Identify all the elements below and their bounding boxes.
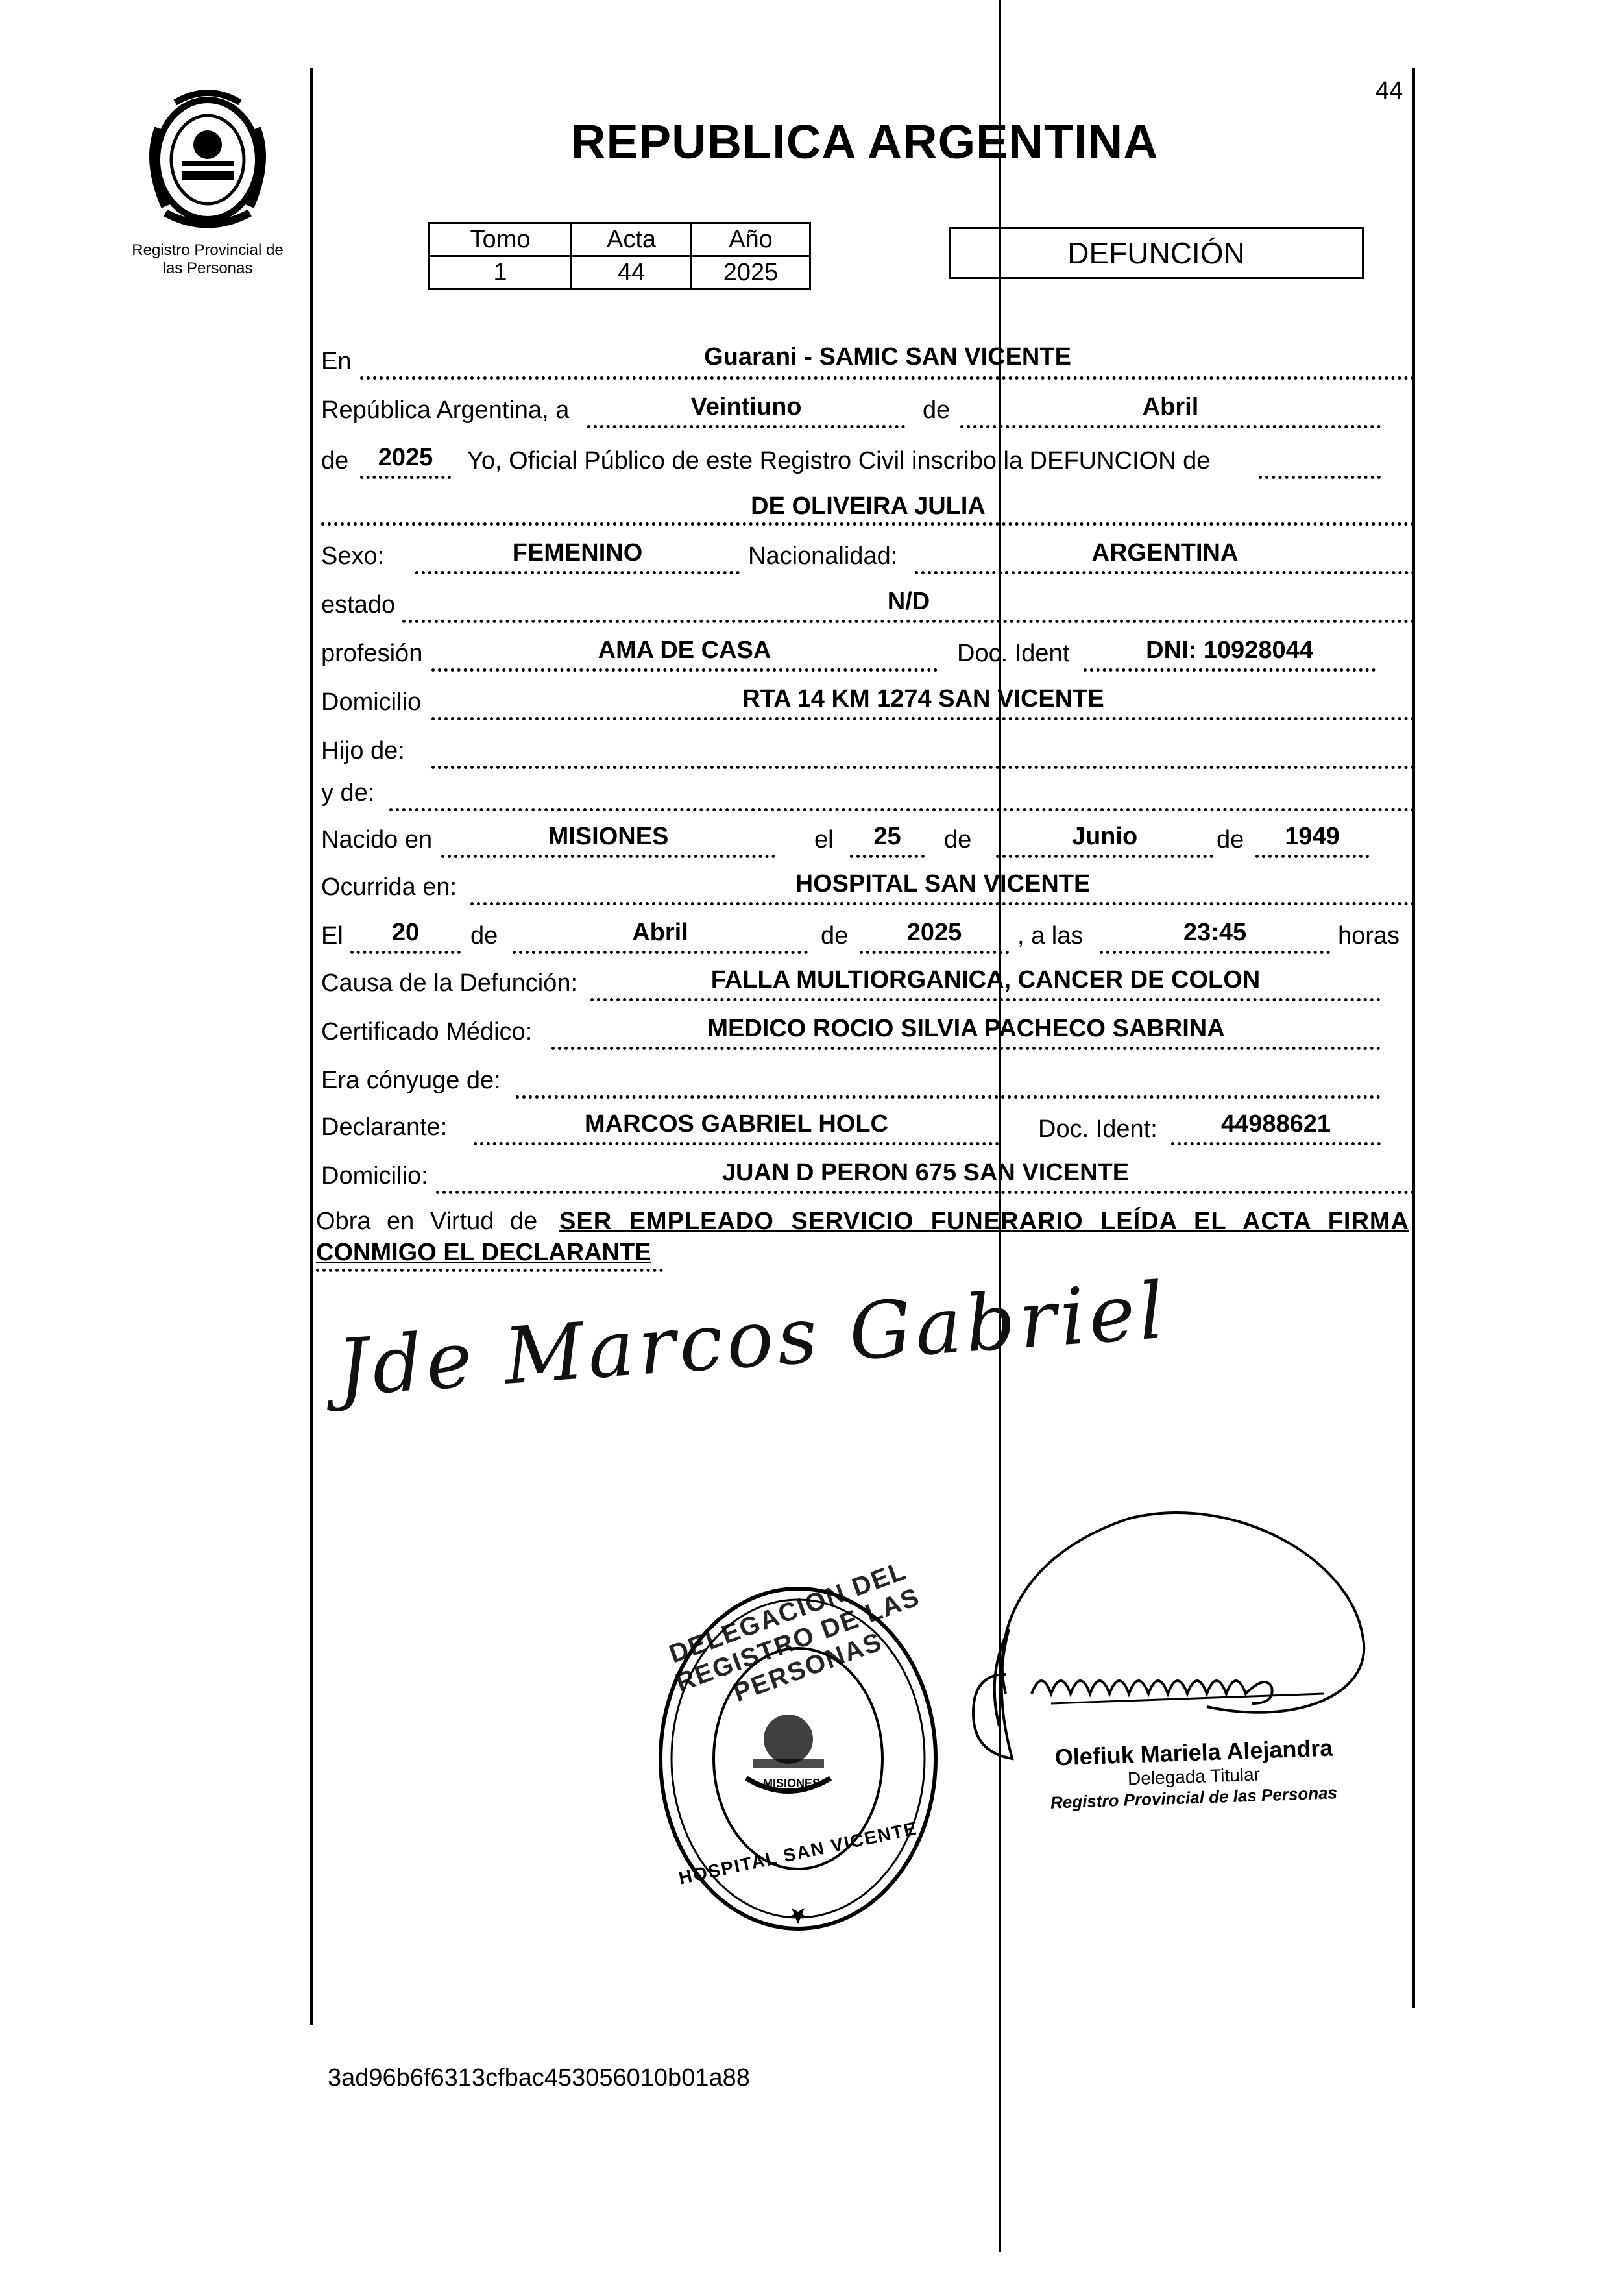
label-y-de: y de: bbox=[321, 779, 375, 807]
label-nacido-en: Nacido en bbox=[321, 826, 433, 853]
label-estado: estado bbox=[321, 591, 396, 618]
dots-ocurrida-en bbox=[470, 902, 1415, 905]
page-title: REPUBLICA ARGENTINA bbox=[571, 115, 1159, 169]
field-sexo: FEMENINO bbox=[512, 539, 643, 567]
dots-obra bbox=[316, 1269, 663, 1272]
dots-def-mes bbox=[513, 951, 808, 954]
left-margin-line bbox=[310, 68, 313, 2025]
table-header-acta: Acta bbox=[572, 223, 692, 256]
dots-profesion bbox=[431, 668, 938, 672]
dots-nombre bbox=[321, 522, 1415, 526]
field-def-anio: 2025 bbox=[906, 919, 962, 946]
stamp-inner-text: HOSPITAL SAN VICENTE bbox=[677, 1818, 919, 1888]
field-nac-anio: 1949 bbox=[1285, 823, 1340, 850]
label-sexo: Sexo: bbox=[321, 543, 385, 570]
dots-def-anio bbox=[860, 951, 1009, 954]
dots-conyuge bbox=[516, 1095, 1381, 1099]
label-profesion: profesión bbox=[321, 640, 423, 667]
label-conyuge: Era cónyuge de: bbox=[321, 1067, 501, 1094]
dots-causa bbox=[590, 998, 1381, 1001]
field-nac-dia: 25 bbox=[873, 823, 901, 850]
label-causa: Causa de la Defunción: bbox=[321, 970, 578, 997]
record-table-header bbox=[430, 223, 810, 256]
official-name: Olefiuk Mariela Alejandra bbox=[1054, 1734, 1333, 1771]
stamp-outer-text: DELEGACION DEL REGISTRO DE LAS PERSONAS bbox=[665, 1556, 924, 1708]
declarant-signature: Jde Marcos Gabriel bbox=[334, 1265, 1171, 1414]
table-header-anio: Año bbox=[692, 223, 810, 256]
dots-dni bbox=[1084, 668, 1376, 672]
label-de-4: de bbox=[1217, 826, 1244, 853]
label-de-2: de bbox=[321, 447, 349, 474]
dots-yo-end bbox=[1259, 476, 1381, 479]
table-cell-tomo: 1 bbox=[430, 256, 572, 289]
label-ocurrida-en: Ocurrida en: bbox=[321, 873, 457, 901]
field-mes: Abril bbox=[1142, 393, 1199, 421]
logo-caption bbox=[104, 241, 311, 278]
document-type-box bbox=[949, 227, 1364, 279]
field-obra-line-2: CONMIGO EL DECLARANTE bbox=[316, 1239, 651, 1266]
field-declarante-dom: JUAN D PERON 675 SAN VICENTE bbox=[721, 1159, 1130, 1186]
dots-nac-dia bbox=[850, 855, 925, 858]
table-cell-acta: 44 bbox=[572, 256, 692, 289]
official-title: Delegada Titular bbox=[1127, 1764, 1261, 1789]
field-dia: Veintiuno bbox=[690, 393, 802, 421]
stamp-center-text: MISIONES bbox=[762, 1777, 820, 1790]
label-de-1: de bbox=[923, 397, 951, 424]
label-hijo-de: Hijo de: bbox=[321, 737, 405, 764]
province-logo bbox=[139, 83, 276, 232]
official-name-stamp bbox=[1045, 1734, 1343, 1812]
dots-estado bbox=[402, 620, 1415, 623]
table-cell-anio: 2025 bbox=[692, 256, 810, 289]
label-el-cap: El bbox=[321, 922, 343, 949]
label-certificado: Certificado Médico: bbox=[321, 1018, 533, 1045]
field-causa: FALLA MULTIORGANICA, CANCER DE COLON bbox=[710, 966, 1261, 994]
dots-row-1 bbox=[360, 376, 1415, 380]
dots-hijo-de bbox=[431, 766, 1415, 769]
label-doc-ident-2: Doc. Ident: bbox=[1038, 1116, 1157, 1143]
dots-nacionalidad bbox=[915, 571, 1415, 574]
record-table-values bbox=[430, 256, 810, 289]
dots-declarante-dom bbox=[436, 1191, 1415, 1194]
dots-dia bbox=[587, 425, 905, 428]
label-en: En bbox=[321, 348, 352, 375]
record-table bbox=[428, 222, 811, 290]
label-yo-oficial: Yo, Oficial Público de este Registro Civil inscribo la DEFUNCION de bbox=[467, 447, 1211, 474]
field-declarante-doc: 44988621 bbox=[1220, 1110, 1331, 1138]
label-domicilio: Domicilio bbox=[321, 689, 422, 716]
field-profesion: AMA DE CASA bbox=[598, 637, 771, 664]
dots-declarante-doc bbox=[1171, 1142, 1381, 1145]
dots-certificado bbox=[551, 1047, 1381, 1050]
dots-y-de bbox=[389, 808, 1415, 811]
dots-nac-mes bbox=[996, 855, 1213, 858]
official-office: Registro Provincial de las Personas bbox=[1050, 1783, 1338, 1812]
logo-caption-line-1: Registro Provincial de bbox=[132, 241, 284, 259]
page-number: 44 bbox=[1376, 77, 1403, 104]
fold-line bbox=[999, 0, 1001, 2252]
field-nac-mes: Junio bbox=[1071, 823, 1138, 850]
document-type: DEFUNCIÓN bbox=[1067, 236, 1245, 270]
label-de-6: de bbox=[821, 922, 849, 949]
field-anio: 2025 bbox=[378, 444, 433, 471]
field-estado: N/D bbox=[887, 588, 930, 615]
field-nacionalidad: ARGENTINA bbox=[1091, 539, 1239, 567]
field-declarante: MARCOS GABRIEL HOLC bbox=[585, 1110, 888, 1138]
label-horas: horas bbox=[1338, 922, 1400, 949]
field-certificado: MEDICO ROCIO SILVIA PACHECO SABRINA bbox=[707, 1015, 1225, 1042]
dots-nacido-en bbox=[441, 855, 775, 858]
label-el: el bbox=[814, 826, 834, 853]
label-de-3: de bbox=[944, 826, 972, 853]
table-header-tomo: Tomo bbox=[430, 223, 572, 256]
field-lugar: Guarani - SAMIC SAN VICENTE bbox=[704, 343, 1071, 371]
label-de-5: de bbox=[470, 922, 498, 949]
field-dni: DNI: 10928044 bbox=[1146, 637, 1313, 664]
dots-nac-anio bbox=[1255, 855, 1369, 858]
dots-domicilio bbox=[431, 717, 1415, 720]
footer-hash: 3ad96b6f6313cfbac453056010b01a88 bbox=[328, 2064, 750, 2092]
label-a-las: , a las bbox=[1017, 922, 1084, 949]
field-nombre: DE OLIVEIRA JULIA bbox=[751, 493, 986, 520]
dots-sexo bbox=[415, 571, 740, 574]
field-def-dia: 20 bbox=[391, 919, 420, 946]
coat-of-arms-icon bbox=[139, 83, 276, 232]
dots-mes bbox=[960, 425, 1381, 428]
field-obra-line-1: SER EMPLEADO SERVICIO FUNERARIO LEÍDA EL ACTA FIRMA bbox=[559, 1208, 1409, 1235]
dots-anio bbox=[360, 476, 451, 479]
label-declarante: Declarante: bbox=[321, 1114, 448, 1141]
label-nacionalidad: Nacionalidad: bbox=[748, 543, 898, 570]
label-obra: Obra en Virtud de bbox=[316, 1208, 538, 1235]
dots-def-dia bbox=[350, 951, 461, 954]
label-doc-ident: Doc. Ident bbox=[957, 640, 1070, 667]
field-ocurrida-en: HOSPITAL SAN VICENTE bbox=[795, 870, 1091, 897]
dots-hora bbox=[1100, 951, 1330, 954]
field-domicilio: RTA 14 KM 1274 SAN VICENTE bbox=[742, 685, 1104, 713]
logo-caption-line-2: las Personas bbox=[162, 260, 253, 277]
field-hora: 23:45 bbox=[1183, 919, 1247, 946]
label-domicilio-2: Domicilio: bbox=[321, 1162, 428, 1190]
label-republica: República Argentina, a bbox=[321, 397, 570, 424]
field-nacido-en: MISIONES bbox=[548, 823, 669, 850]
dots-declarante bbox=[474, 1142, 999, 1145]
field-def-mes: Abril bbox=[632, 919, 688, 946]
